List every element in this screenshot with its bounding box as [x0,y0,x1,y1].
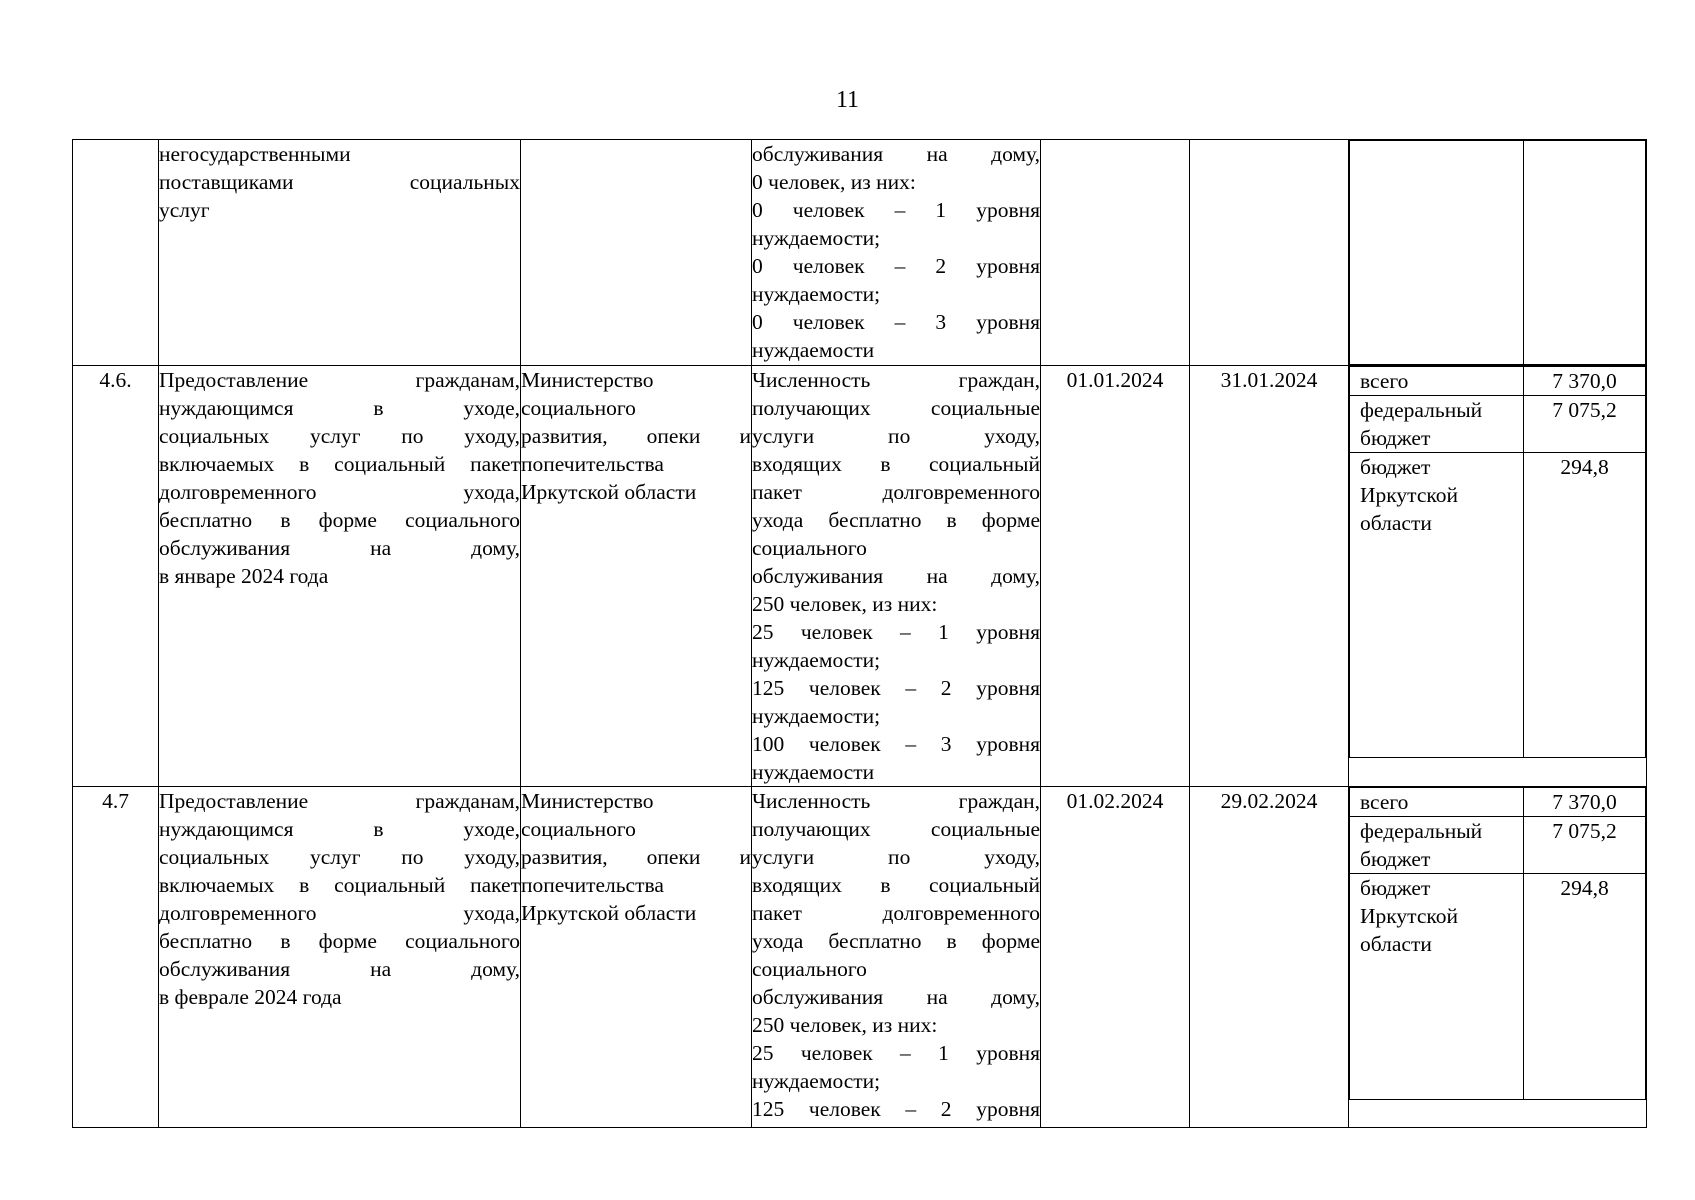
indicator-line: Численность граждан, [752,368,1040,392]
indicator-line: нуждаемости; [752,648,881,672]
funding-amount: 294,8 [1524,453,1646,758]
event-line: нуждающимся в уходе, [159,817,520,841]
indicator-line: 25 человек – 1 уровня [752,620,1040,644]
indicator-line: получающих социальные [752,817,1040,841]
funding-source: всего [1350,367,1524,396]
event-description [159,787,521,1128]
item-number [73,140,159,366]
funding-amount: 294,8 [1524,874,1646,1100]
table-row [73,140,1647,366]
indicator-line: 0 человек, из них: [752,170,916,194]
funding-row [1350,453,1646,758]
funding [1349,787,1647,1128]
indicator-line: 0 человек – 2 уровня [752,254,1040,278]
indicator-line: пакет долговременного [752,901,1040,925]
start-date: 01.01.2024 [1041,366,1190,787]
executor [521,787,752,1128]
end-date: 31.01.2024 [1190,366,1349,787]
executor-line: попечительства [521,452,664,476]
funding-amount: 7 370,0 [1524,367,1646,396]
indicator-line: обслуживания на дому, [752,985,1040,1009]
indicator-line: нуждаемости; [752,704,881,728]
event-line: долговременного ухода, [159,480,520,504]
funding-row [1350,396,1646,453]
executor-line: попечительства [521,873,664,897]
item-number: 4.6. [73,366,159,787]
funding-amount: 7 075,2 [1524,817,1646,874]
indicator-line: 250 человек, из них: [752,592,938,616]
indicator-line: пакет долговременного [752,480,1040,504]
table-row [73,787,1647,1128]
indicator-line: входящих в социальный [752,873,1040,897]
indicator-line: нуждаемости [752,338,875,362]
end-date: 29.02.2024 [1190,787,1349,1128]
indicator-line: нуждаемости [752,760,875,784]
indicator-line: Численность граждан, [752,789,1040,813]
funding-source: федеральный бюджет [1350,396,1524,453]
event-line: обслуживания на дому, [159,957,520,981]
event-line: негосударственными [159,142,351,166]
event-line: социальных услуг по уходу, [159,845,520,869]
start-date: 01.02.2024 [1041,787,1190,1128]
indicator [752,787,1041,1128]
executor-line: развития, опеки и [521,424,751,448]
indicator-line: нуждаемости; [752,1069,881,1093]
indicator-line: нуждаемости; [752,282,881,306]
event-line: Предоставление гражданам, [159,789,520,813]
event-line: в январе 2024 года [159,564,329,588]
funding-table [1349,787,1646,1100]
indicator [752,140,1041,366]
event-line: бесплатно в форме социального [159,929,520,953]
indicator-line: услуги по уходу, [752,845,1040,869]
event-description [159,366,521,787]
indicator-line: обслуживания на дому, [752,564,1040,588]
event-line: социальных услуг по уходу, [159,424,520,448]
indicator-line: нуждаемости; [752,226,881,250]
funding-amount [1524,141,1646,365]
indicator-line: 0 человек – 3 уровня [752,310,1040,334]
funding [1349,366,1647,787]
start-date [1041,140,1190,366]
executor [521,140,752,366]
funding-source: всего [1350,788,1524,817]
funding-source: бюджет Иркутской области [1350,874,1524,1100]
item-number: 4.7 [73,787,159,1128]
indicator-line: ухода бесплатно в форме [752,508,1040,532]
event-line: долговременного ухода, [159,901,520,925]
funding-table [1349,140,1646,365]
indicator-line: социального [752,536,867,560]
indicator-line: услуги по уходу, [752,424,1040,448]
funding-source: бюджет Иркутской области [1350,453,1524,758]
indicator-line: 125 человек – 2 уровня [752,676,1040,700]
executor-line: социального [521,396,636,420]
indicator-line: 125 человек – 2 уровня [752,1097,1040,1121]
indicator-line: входящих в социальный [752,452,1040,476]
executor [521,366,752,787]
indicator-line: 25 человек – 1 уровня [752,1041,1040,1065]
indicator-line: 0 человек – 1 уровня [752,198,1040,222]
funding-row [1350,817,1646,874]
event-line: включаемых в социальный пакет [159,452,520,476]
indicator-line: обслуживания на дому, [752,142,1040,166]
funding-table [1349,366,1646,758]
event-line: включаемых в социальный пакет [159,873,520,897]
indicator-line: получающих социальные [752,396,1040,420]
executor-line: социального [521,817,636,841]
event-line: обслуживания на дому, [159,536,520,560]
funding [1349,140,1647,366]
plan-table [72,139,1647,1128]
funding-source: федеральный бюджет [1350,817,1524,874]
event-line: Предоставление гражданам, [159,368,520,392]
indicator [752,366,1041,787]
executor-line: развития, опеки и [521,845,751,869]
event-line: поставщиками социальных [159,170,520,194]
executor-line: Иркутской области [521,901,697,925]
event-line: нуждающимся в уходе, [159,396,520,420]
indicator-line: 100 человек – 3 уровня [752,732,1040,756]
event-line: в феврале 2024 года [159,985,342,1009]
funding-row [1350,788,1646,817]
funding-row [1350,874,1646,1100]
event-description [159,140,521,366]
event-line: услуг [159,198,210,222]
executor-line: Министерство [521,789,654,813]
indicator-line: ухода бесплатно в форме [752,929,1040,953]
executor-line: Министерство [521,368,654,392]
funding-amount: 7 075,2 [1524,396,1646,453]
end-date [1190,140,1349,366]
funding-source [1350,141,1524,365]
indicator-line: социального [752,957,867,981]
indicator-line: 250 человек, из них: [752,1013,938,1037]
funding-amount: 7 370,0 [1524,788,1646,817]
funding-row [1350,367,1646,396]
executor-line: Иркутской области [521,480,697,504]
event-line: бесплатно в форме социального [159,508,520,532]
page-number: 11 [835,87,860,113]
table-row [73,366,1647,787]
